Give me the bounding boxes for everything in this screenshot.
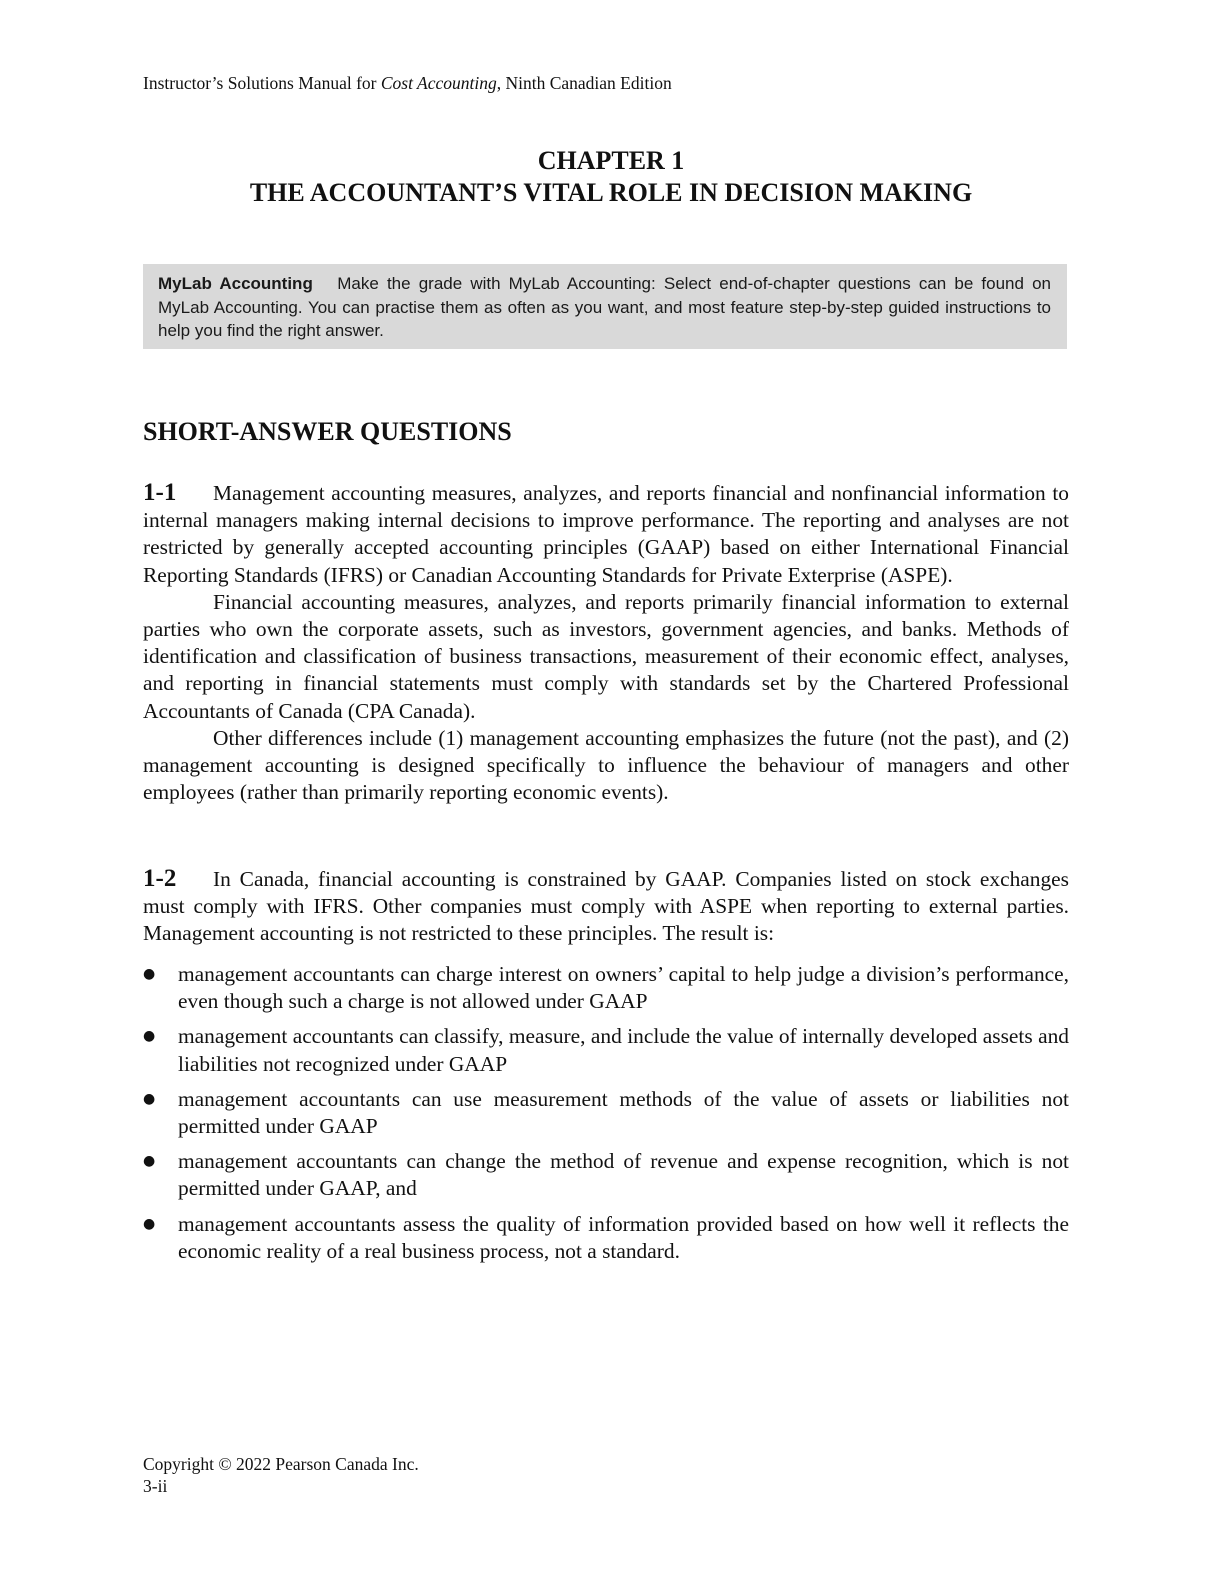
- list-item-text: management accountants can classify, measure, and include the value of internally developed assets and liabilities not recognized under GAAP: [178, 1024, 1069, 1076]
- list-item-text: management accountants can use measurement methods of the value of assets or liabilities not permitted under GAAP: [178, 1086, 1069, 1139]
- copyright-notice: Copyright © 2022 Pearson Canada Inc.: [143, 1454, 419, 1474]
- list-item: [143, 1148, 1069, 1202]
- question-paragraph: [143, 479, 1069, 589]
- question-text: Management accounting measures, analyzes, and reports financial and nonfinancial information to internal managers making internal decisions to improve performance. The reporting and analyses are not restricted by generally accepted accounting principles (GAAP) based on either International Financial Reporting Standards (IFRS) or Canadian Accounting Standards for Private Exterprise (ASPE).: [143, 481, 1069, 587]
- mylab-label: MyLab Accounting: [158, 274, 313, 293]
- chapter-name: THE ACCOUNTANT’S VITAL ROLE IN DECISION MAKING: [249, 178, 973, 207]
- bullet-icon: ●: [143, 1153, 156, 1170]
- page-footer: [143, 1453, 419, 1497]
- bullet-icon: ●: [143, 1215, 156, 1232]
- question-paragraph: [143, 865, 1069, 948]
- chapter-title: [143, 145, 1079, 209]
- running-header: [143, 72, 672, 94]
- list-item-text: management accountants can charge interest on owners’ capital to help judge a division’s performance, even though such a charge is not allowed under GAAP: [178, 962, 1069, 1014]
- question-number: 1-2: [143, 865, 177, 892]
- list-item-text: management accountants assess the quality of information provided based on how well it reflects the economic reality of a real business process, not a standard.: [178, 1211, 1069, 1263]
- question-1-1: [143, 479, 1069, 806]
- list-item: [143, 1211, 1069, 1265]
- header-suffix: , Ninth Canadian Edition: [496, 73, 672, 93]
- question-text: In Canada, financial accounting is constrained by GAAP. Companies listed on stock exchanges must comply with IFRS. Other companies must comply with ASPE when reporting to external parties. Management accounting is not restricted to these principles. The result is:: [143, 867, 1069, 946]
- list-item: [143, 1086, 1069, 1140]
- bullet-list: [143, 961, 1069, 1273]
- page-number: 3-ii: [143, 1476, 168, 1496]
- header-prefix: Instructor’s Solutions Manual for: [143, 73, 381, 93]
- mylab-callout: [143, 264, 1067, 349]
- question-number: 1-1: [143, 479, 177, 506]
- bullet-icon: ●: [143, 966, 156, 982]
- list-item: [143, 961, 1069, 1015]
- question-paragraph: Financial accounting measures, analyzes, and reports primarily financial information to external parties who own the corporate assets, such as investors, government agencies, and banks. Methods of identification and classification of business transactions, measurement of their economic effect, analyses, and reporting in financial statements must comply with standards set by the Chartered Professional Accountants of Canada (CPA Canada).: [143, 589, 1069, 723]
- chapter-number: CHAPTER 1: [537, 146, 685, 175]
- question-1-2: [143, 865, 1069, 948]
- list-item: [143, 1023, 1069, 1077]
- section-heading: SHORT-ANSWER QUESTIONS: [143, 417, 512, 446]
- header-book-title: Cost Accounting: [380, 73, 497, 93]
- list-item-text: management accountants can change the method of revenue and expense recognition, which is not permitted under GAAP, and: [178, 1149, 1069, 1201]
- bullet-icon: ●: [143, 1028, 156, 1045]
- question-paragraph: Other differences include (1) management accounting emphasizes the future (not the past), and (2) management accounting is designed specifically to influence the behaviour of managers and other employees (rather than primarily reporting economic events).: [143, 725, 1069, 805]
- mylab-text: Make the grade with MyLab Accounting: Select end-of-chapter questions can be found on MyLab Accounting. You can practise them as often as you want, and most feature step-by-step guided instructions to help you find the right answer.: [158, 274, 1052, 340]
- bullet-icon: ●: [143, 1090, 156, 1107]
